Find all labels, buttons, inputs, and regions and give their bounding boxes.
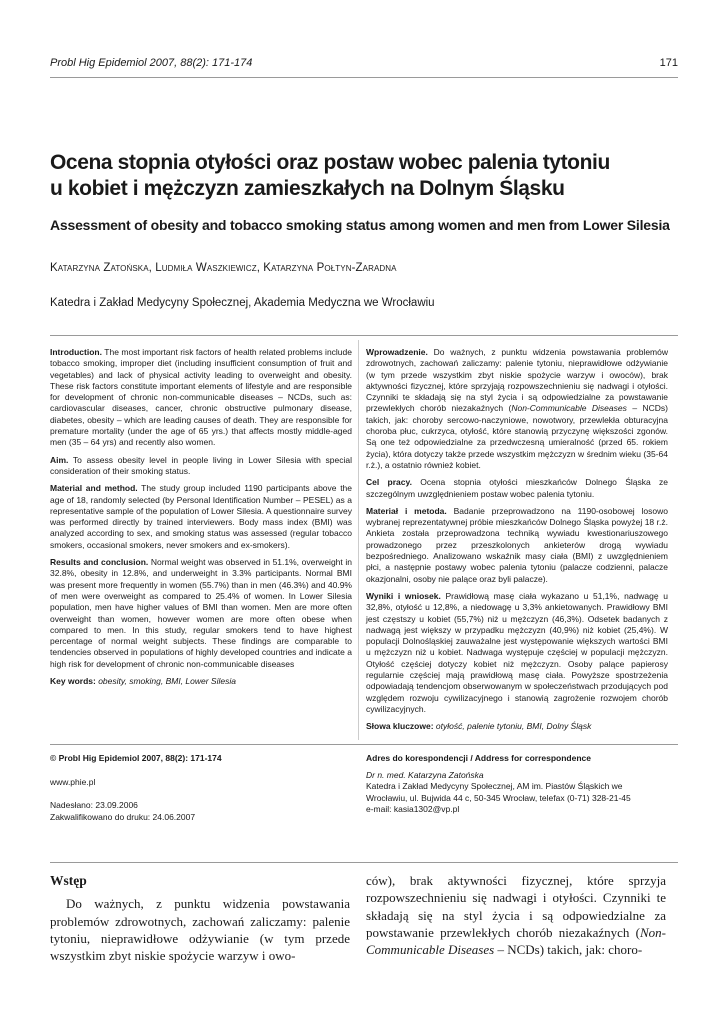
abstract-en-introduction: Introduction. The most important risk factors of health related problems include tobacco smoking, improper diet (including insufficient consumption of fruit and vegetables) and lack of physical activity leading to overweight and obesity. These risk factors constitute important elements of lifestyle and are responsible for development of chronic non-communicable diseases – NCDs, such as: cardiovascular diseases, cancer, chronic obstructive pulmonary disease, diabetes, obesity – which are leading causes of death. They are responsible for premature mortality (under the age of 65 yrs.) that affects mostly middle-aged men (35 – 64 yrs) and recently also women. [50,347,352,448]
abstract-polish [366,347,668,739]
header-rule [50,77,678,78]
correspondence-address-2: Wrocławiu, ul. Bujwida 44 c, 50-345 Wrocław, telefax (0-71) 328-21-45 [366,792,631,803]
publication-info [50,753,350,823]
info-rule [50,744,678,745]
correspondence-name: Dr n. med. Katarzyna Zatońska [366,769,484,780]
title-line-2: u kobiet i mężczyzn zamieszkałych na Dolnym Śląsku [50,177,565,200]
abstract-pl-method: Materiał i metoda. Badanie przeprowadzono na 1190-osobowej losowo wybranej reprezentatywnej próbie mieszkańców Dolnego Śląska powyżej 18 r.ż. Ankieta została przeprowadzona techniką wywiadu kwestionariuszowego prowadzonego przez przeszkolonych ankieterów drogą wywiadu bezpośredniego. Analizowano wskaźnik masy ciała (BMI) z uwzględnieniem płci, a następnie postawy wobec palenia tytoniu (palacze codzienni, palacze okazjonalni, osoby nie palące oraz byli palacze). [366,505,668,584]
affiliation: Katedra i Zakład Medycyny Społecznej, Akademia Medyczna we Wrocławiu [50,297,435,309]
section-heading: Wstęp [50,873,87,888]
abstract-pl-keywords: Słowa kluczowe: otyłość, palenie tytoniu, BMI, Dolny Śląsk [366,721,592,732]
correspondence-address-1: Katedra i Zakład Medycyny Społecznej, AM im. Piastów Śląskich we [366,781,623,791]
accepted-date: Zakwalifikowano do druku: 24.06.2007 [50,811,196,822]
abstract-pl-aim: Cel pracy. Ocena stopnia otyłości mieszkańców Dolnego Śląska ze szczególnym uwzględnieniem postaw wobec palenia tytoniu. [366,477,668,499]
abstract-rule [50,335,678,336]
running-header [50,57,678,75]
body-rule [50,862,678,863]
body-paragraph-continued: ców), brak aktywności fizycznej, które sprzyja rozpowszechnieniu się nadwagi i otyłości. Czynniki te składają się na styl życia i są odpowiedzialne za powstawanie przewlekłych chorób niezakaźnych (Non-Communicable Diseases – NCDs) takich, jak: choro- [366,873,666,958]
abstract-en-results: Results and conclusion. Normal weight was observed in 51.1%, overweight in 32.8%, obesity in 12.8%, and underweight in 3.3% participants. Normal BMI was present more frequently in women (55.7%) than in men (46.3%) and 40.9% of men were overweight as compared to 25.4% of women. In Lower Silesia population, men have higher values of BMI than women. Men are more often overweight than women, however women are more often obese when compared to men. In this study, regular smokers tend to have highest percentage of normal weight subjects. These findings are comparable to tendencies observed in populations of highly developed countries and indicate a high risk for development of chronic non-communicable diseases [50,557,352,669]
abstract-en-method: Material and method. The study group included 1190 participants above the age of 18, randomly selected (by Personal Identification Number – PESEL) as a representative sample of the population of Lower Silesia. A questionnaire survey was performed directly by trained interviewers. Body mass index (BMI) was analyzed according to sex, and smoking status was assessed (regular tobacco smokers, occasional smokers, never smokers and ex-smokers). [50,483,353,550]
abstract-column-divider [358,340,359,740]
abstract-en-aim: Aim. To assess obesity level in people living in Lower Silesia with special consideration of their smoking status. [50,454,352,476]
copyright-citation: © Probl Hig Epidemiol 2007, 88(2): 171-174 [50,753,222,763]
journal-website-link[interactable]: www.phie.pl [50,776,96,787]
article-subtitle: Assessment of obesity and tobacco smoking status among women and men from Lower Silesia [50,217,670,233]
submitted-date: Nadesłano: 23.09.2006 [50,800,138,810]
authors: Katarzyna Zatońska, Ludmiła Waszkiewicz, Katarzyna Połtyn-Zaradna [50,262,397,274]
body-column-right [366,872,666,958]
abstract-en-keywords: Key words: obesity, smoking, BMI, Lower Silesia [50,676,236,687]
abstract-pl-introduction: Wprowadzenie. Do ważnych, z punktu widzenia powstawania problemów zdrowotnych, zachowań zaliczamy: palenie tytoniu, nieprawidłowe odżywianie (w tym przede wszystkim zbyt niskie spożycie warzyw i owoców), brak aktywności fizycznej, które sprzyjają rozpowszechnieniu się nadwagi i otyłości. Czynniki te składają się na styl życia i są odpowiedzialne za powstawanie przewlekłych chorób niezakaźnych (Non-Communicable Diseases – NCDs) takich, jak: choroby sercowo-naczyniowe, nowotwory, przewlekła obturacyjna choroba płuc, cukrzyca, otyłość, które stanowią przyczynę większości zgonów. Są one też odpowiedzialne za przedwczesną umieralność (przed 65. rokiem życia), która dotyczy także przede wszystkim mężczyzn w średnim wieku (35-64 r.ż.), a ostatnio również kobiet. [366,347,669,470]
body-column-left [50,872,350,964]
correspondence-email-link[interactable]: e-mail: kasia1302@vp.pl [366,804,460,814]
page-number: 171 [659,57,678,69]
correspondence-heading: Adres do korespondencji / Address for correspondence [366,753,591,763]
body-paragraph: Do ważnych, z punktu widzenia powstawania problemów zdrowotnych, zachowań zaliczamy: palenie tytoniu, nieprawidłowe odżywianie (w tym przede wszystkim zbyt niskie spożycie warzyw i owo- [50,896,350,964]
journal-citation: Probl Hig Epidemiol 2007, 88(2): 171-174 [50,57,253,69]
title-line-1: Ocena stopnia otyłości oraz postaw wobec palenia tytoniu [50,151,610,174]
correspondence [366,753,678,816]
abstract-pl-results: Wyniki i wniosek. Prawidłową masę ciała wykazano u 51,1%, nadwagę u 32,8%, otyłość u 12,8%, a niedowagę u 3,3% ankietowanych. Prawidłowy BMI jest częstszy u kobiet (55,7%) niż u mężczyzn (46,3%). Odsetek badanych z nadwagą jest większy w przypadku mężczyzn (40,9%) niż kobiet (25,4%). W populacji Dolnośląskiej zauważalne jest występowanie większych wartości BMI u mężczyzn niż u kobiet. Nadwaga występuje częściej w populacji mężczyzn. Otyłość częściej dotyczy kobiet niż mężczyzn. Osoby palące papierosy regularnie częściej mają prawidłową masę ciała. Powyższe spostrzeżenia odpowiadają tendencjom obserwowanym w społeczeństwach przodujących pod względem rozwoju cywilizacyjnego i stanowią zagrożenie rozwojem chorób cywilizacyjnych. [366,590,668,714]
article-title [50,150,690,202]
abstract-english [50,347,352,693]
